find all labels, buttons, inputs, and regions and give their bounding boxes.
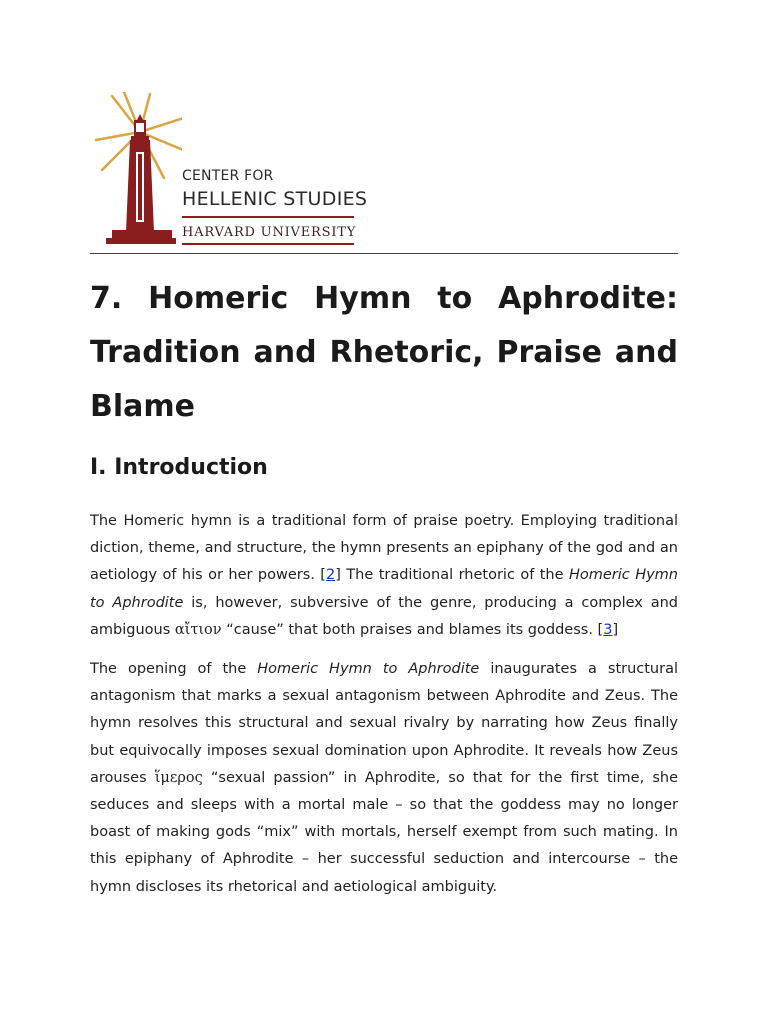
- greek-term-himeros: ἵμερος: [154, 769, 203, 786]
- paragraph-1-text-3: is, however, subversive of the genre, producing a complex and ambiguous: [90, 594, 678, 638]
- paragraph-1-text-2: ] The traditional rhetoric of the: [335, 567, 569, 584]
- title-italic: Homeric Hymn to Aphrodite: [90, 567, 678, 611]
- body-text: [90, 508, 678, 913]
- chapter-title: 7. Homeric Hymn to Aphrodite: Tradition and Rhetoric, Praise and Blame: [90, 281, 678, 424]
- lighthouse-icon: [92, 92, 182, 252]
- header-rule: [90, 253, 678, 254]
- footnote-link-2[interactable]: 2: [325, 567, 336, 584]
- paragraph-2-text-2: inaugurates a structural antagonism that marks a sexual antagonism between Aphrodite and Zeus. The hymn resolves this structural and sexual rivalry by narrating how Zeus finally but equivocally imposes sexual domination upon Aphrodite. It reveals how Zeus arouses: [90, 661, 678, 786]
- paragraph-1: [90, 508, 678, 644]
- paragraph-1-text-5: ]: [612, 621, 619, 638]
- logo-line-harvard-university: HARVARD UNIVERSITY: [182, 225, 357, 240]
- logo-line-center-for: CENTER FOR: [182, 168, 274, 184]
- section-heading: I. Introduction: [90, 455, 268, 480]
- logo-line-hellenic-studies: HELLENIC STUDIES: [182, 188, 368, 210]
- logo-divider-bottom: [182, 243, 354, 245]
- center-for-hellenic-studies-logo: [92, 92, 368, 257]
- greek-term-aition: αἴτιον: [174, 621, 222, 638]
- paragraph-2-text-1: The opening of the: [90, 661, 258, 678]
- paragraph-2-text-3: “sexual passion” in Aphrodite, so that for the first time, she seduces and sleeps with a mortal male – so that the goddess may no longer boast of making gods “mix” with mortals, herself exempt from such mating. In this epiphany of Aphrodite – her successful seduction and intercourse – the hymn discloses its rhetorical and aetiological ambiguity.: [90, 769, 679, 895]
- paragraph-1-text-1: The Homeric hymn is a traditional form of praise poetry. Employing traditional diction, theme, and structure, the hymn presents an epiphany of the god and an aetiology of his or her powers. [: [90, 513, 678, 584]
- logo-divider-top: [182, 216, 354, 218]
- paragraph-1-text-4: “cause” that both praises and blames its goddess. [: [221, 621, 604, 638]
- footnote-link-3[interactable]: 3: [603, 621, 613, 638]
- title-italic: Homeric Hymn to Aphrodite: [257, 661, 480, 678]
- paragraph-2: [90, 656, 678, 901]
